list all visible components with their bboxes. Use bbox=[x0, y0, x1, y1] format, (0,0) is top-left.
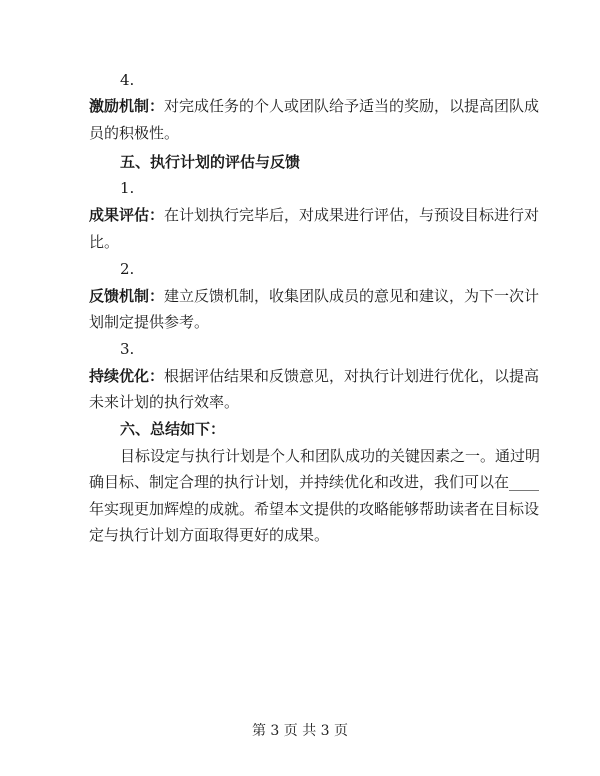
paragraph-line bbox=[89, 96, 540, 116]
paragraph-line: 员的积极性。 bbox=[89, 124, 180, 142]
paragraph-line: 确目标、制定合理的执行计划，并持续优化和改进，我们可以在____ bbox=[89, 473, 540, 491]
paragraph-line bbox=[120, 446, 541, 466]
paragraph-line: 划制定提供参考。 bbox=[89, 313, 210, 331]
paragraph-line: 定与执行计划方面取得更好的成果。 bbox=[89, 526, 330, 544]
item-number: 3. bbox=[120, 340, 135, 358]
paragraph-line: 年实现更加辉煌的成就。希望本文提供的攻略能够帮助读者在目标设 bbox=[89, 500, 540, 518]
section-heading: 六、总结如下： bbox=[120, 420, 226, 438]
item-text: 根据评估结果和反馈意见，对执行计划进行优化，以提高 bbox=[164, 367, 540, 385]
section-heading: 五、执行计划的评估与反馈 bbox=[120, 153, 301, 171]
item-text: 在计划执行完毕后，对成果进行评估，与预设目标进行对 bbox=[164, 206, 540, 224]
paragraph-line bbox=[89, 366, 540, 386]
item-number: 4. bbox=[120, 71, 135, 89]
paragraph-line bbox=[89, 286, 540, 306]
item-text: 对完成任务的个人或团队给予适当的奖励，以提高团队成 bbox=[164, 97, 540, 115]
item-text: 建立反馈机制，收集团队成员的意见和建议，为下一次计 bbox=[164, 287, 540, 305]
item-label: 激励机制： bbox=[89, 97, 165, 115]
item-number: 1. bbox=[120, 179, 135, 197]
paragraph-line bbox=[89, 205, 540, 225]
paragraph-line: 未来计划的执行效率。 bbox=[89, 393, 240, 411]
paragraph-line: 比。 bbox=[89, 233, 120, 251]
item-label: 反馈机制： bbox=[89, 287, 165, 305]
paragraph-text: 目标设定与执行计划是个人和团队成功的关键因素之一。通过明 bbox=[120, 447, 541, 465]
item-label: 持续优化： bbox=[89, 367, 165, 385]
item-number: 2. bbox=[120, 260, 135, 278]
item-label: 成果评估： bbox=[89, 206, 165, 224]
page-number-footer: 第 3 页 共 3 页 bbox=[251, 723, 349, 739]
